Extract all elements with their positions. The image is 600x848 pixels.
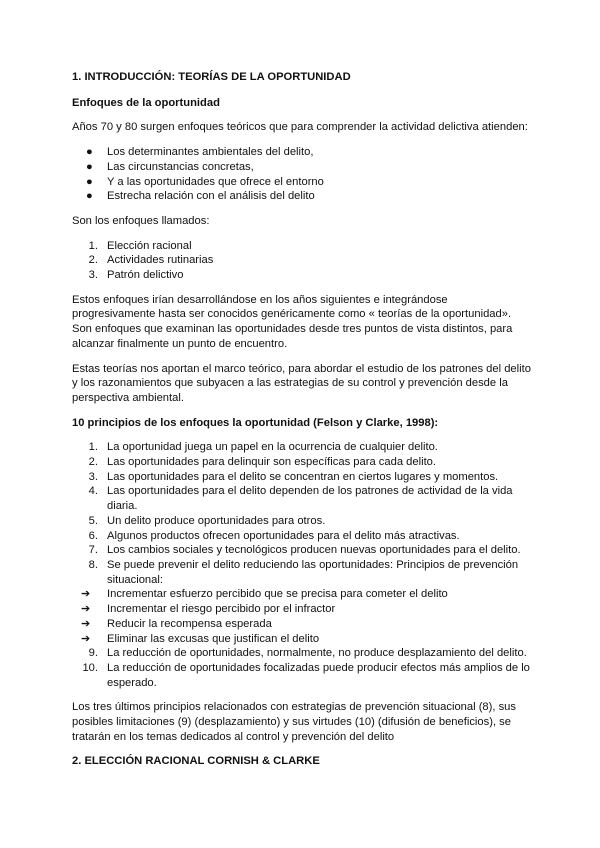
list-item: 2. Las oportunidades para delinquir son específicas para cada delito.	[88, 456, 437, 469]
arrow-right-icon: ➔	[81, 632, 91, 645]
list-item: 6. Algunos productos ofrecen oportunidades para el delito más atractivas.	[88, 529, 460, 542]
subsection-principios-title: 10 principios de los enfoques la oportunidad (Felson y Clarke, 1998):	[72, 416, 439, 429]
paragraph-marco-teorico: Estas teorías nos aportan el marco teórico, para abordar el estudio de los patrones del delito y los razonamientos que subyacen a las estrategias de su control y prevención desde la perspectiva ambiental.	[72, 362, 531, 404]
list-item: 1. Elección racional	[88, 239, 192, 252]
bullet-list	[72, 145, 532, 204]
list-item: 4. Las oportunidades para el delito dependen de los patrones de actividad de la vida diaria.	[88, 485, 513, 513]
list-item: 9. La reducción de oportunidades, normalmente, no produce desplazamiento del delito.	[88, 647, 527, 660]
list-item: 8. Se puede prevenir el delito reduciendo las oportunidades: Principios de prevención situacional:	[88, 558, 519, 586]
list-item: ● Las circunstancias concretas,	[86, 160, 254, 173]
list-item: 3. Patrón delictivo	[88, 269, 184, 282]
list-item: 2. Actividades rutinarias	[88, 254, 214, 267]
paragraph-desarrollo: Estos enfoques irían desarrollándose en los años siguientes e integrándose progresivamente hasta ser conocidos genéricamente como « teorías de la oportunidad». Son enfoques que examinan las oportunidades desde tres puntos de vista distintos, para alcanzar finalmente un punto de encuentro.	[72, 293, 513, 350]
subsection-enfoques-title: Enfoques de la oportunidad	[72, 96, 220, 109]
arrow-right-icon: ➔	[81, 617, 91, 630]
principles-list	[72, 440, 532, 690]
paragraph-ultimos-principios: Los tres últimos principios relacionados con estrategias de prevención situacional (8), sus posibles limitaciones (9) (desplazamiento) y sus virtudes (10) (difusión de beneficios), se tratarán en los temas dedicados al control y prevención del delito	[72, 701, 516, 743]
list-item: ➔ Eliminar las excusas que justifican el delito	[81, 632, 320, 645]
list-item: 1. La oportunidad juega un papel en la ocurrencia de cualquier delito.	[88, 441, 438, 454]
document-body	[72, 70, 532, 780]
bullet-icon: ●	[86, 160, 93, 173]
list-item: ● Los determinantes ambientales del delito,	[86, 146, 314, 159]
list-item: ● Y a las oportunidades que ofrece el entorno	[86, 175, 324, 188]
list-item: ➔ Reducir la recompensa esperada	[81, 617, 272, 630]
list-item: ● Estrecha relación con el análisis del delito	[86, 190, 315, 203]
list-item: 10. La reducción de oportunidades focalizadas puede producir efectos más amplios de lo esperado.	[82, 661, 530, 689]
enfoques-intro: Son los enfoques llamados:	[72, 214, 210, 227]
section-1-title: 1. INTRODUCCIÓN: TEORÍAS DE LA OPORTUNIDAD	[72, 71, 351, 83]
list-item: 7. Los cambios sociales y tecnológicos producen nuevas oportunidades para el delito.	[88, 544, 521, 557]
bullet-icon: ●	[86, 146, 93, 159]
list-item: 5. Un delito produce oportunidades para otros.	[88, 514, 326, 527]
section-2-title: 2. ELECCIÓN RACIONAL CORNISH & CLARKE	[72, 755, 320, 768]
list-item: ➔ Incrementar el riesgo percibido por el infractor	[81, 603, 336, 616]
enfoques-list	[72, 239, 532, 283]
list-item: ➔ Incrementar esfuerzo percibido que se precisa para cometer el delito	[81, 588, 448, 601]
bullet-icon: ●	[86, 190, 93, 203]
list-item: 3. Las oportunidades para el delito se concentran en ciertos lugares y momentos.	[88, 470, 499, 483]
arrow-right-icon: ➔	[81, 588, 91, 601]
bullet-icon: ●	[86, 175, 93, 188]
arrow-right-icon: ➔	[81, 603, 91, 616]
intro-paragraph: Años 70 y 80 surgen enfoques teóricos que para comprender la actividad delictiva atienden:	[72, 121, 528, 134]
